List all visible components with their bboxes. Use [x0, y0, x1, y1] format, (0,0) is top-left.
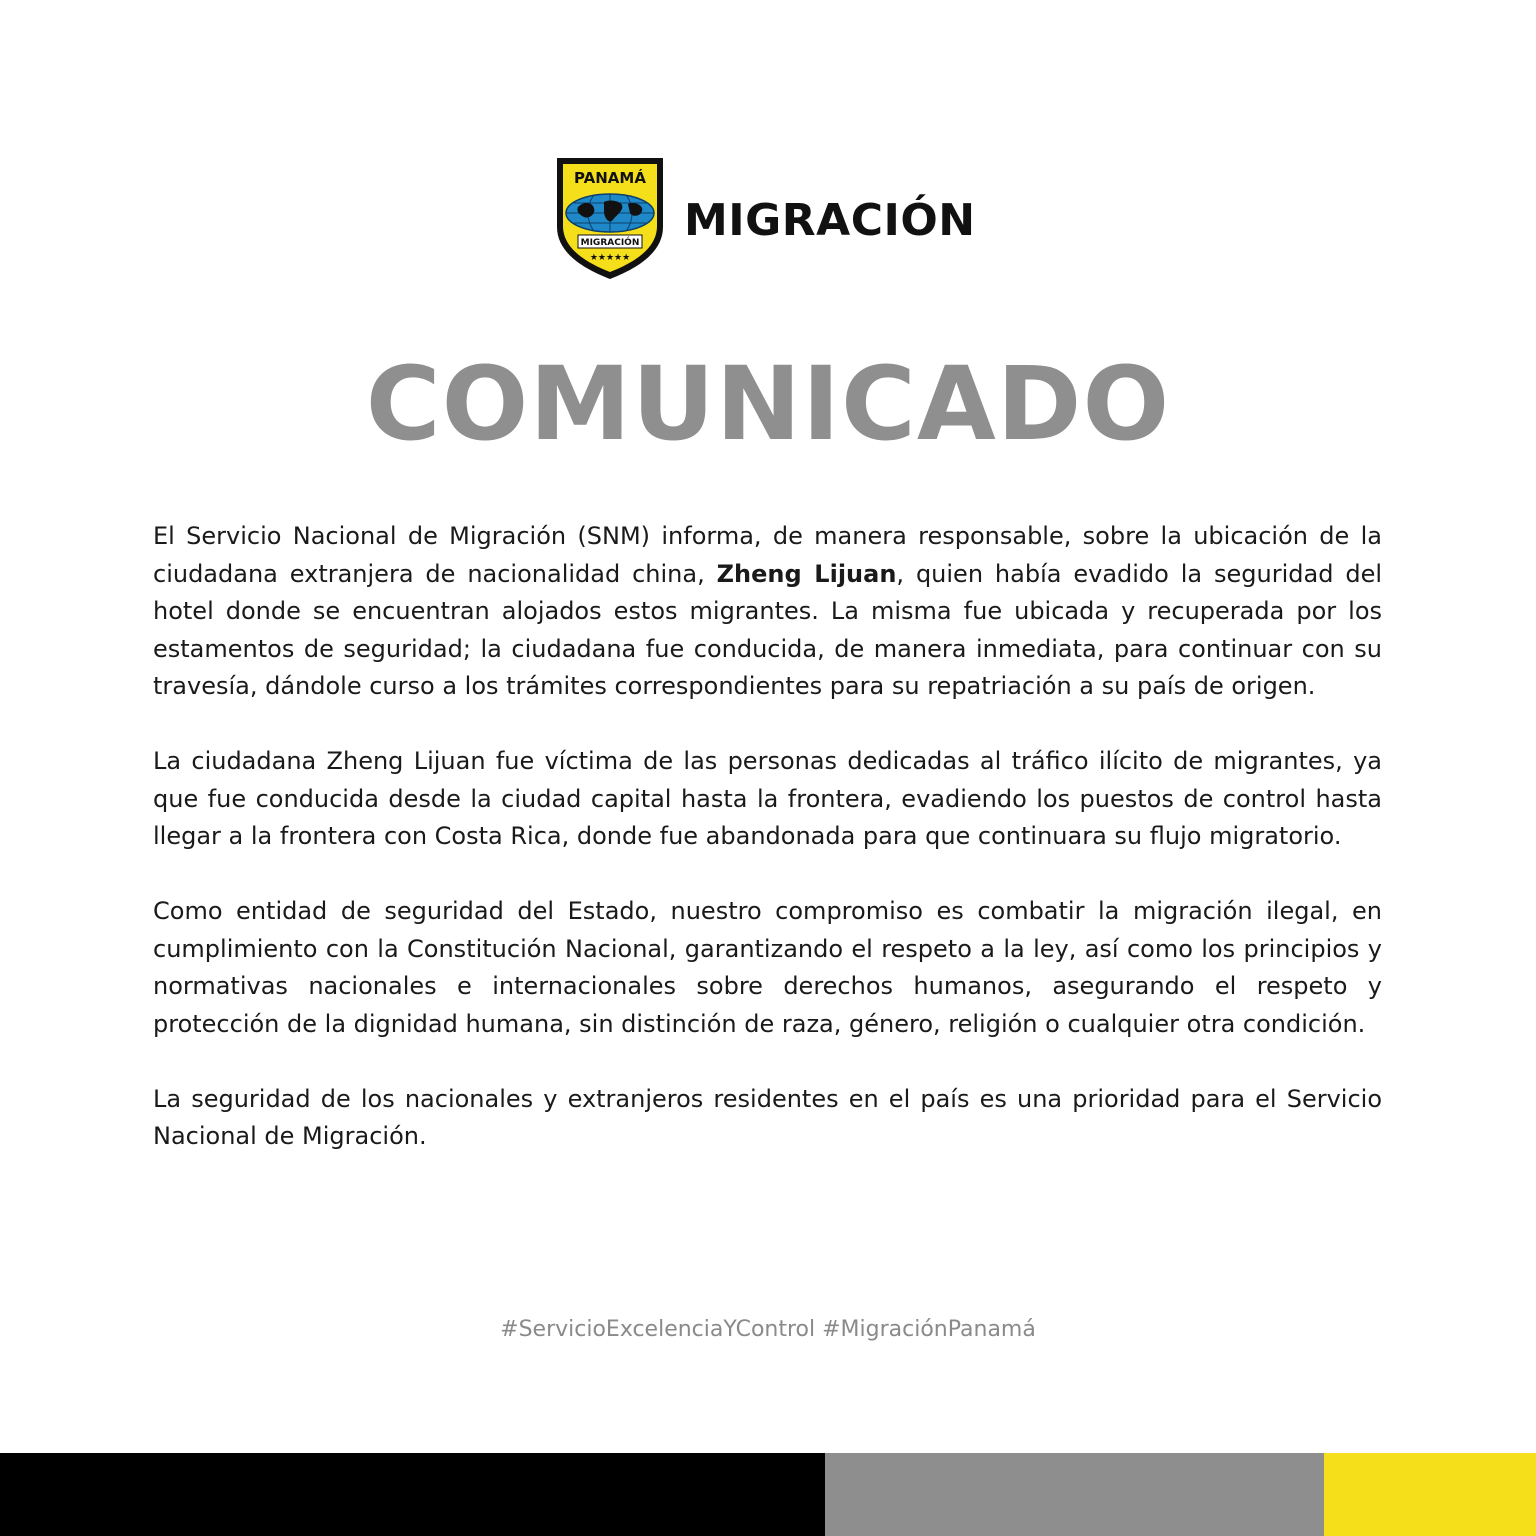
hashtags: #ServicioExcelenciaYControl #MigraciónPanamá	[500, 1317, 1036, 1342]
paragraph-1-intro: El Servicio Nacional de Migración (SNM) informa, de manera responsable, sobre la ubicación de la ciudadana extranjera de nacionalidad china,	[153, 522, 1382, 588]
communique-body	[153, 518, 1382, 1156]
footer-black-segment	[0, 1453, 825, 1536]
paragraph-1	[153, 518, 1382, 706]
footer-yellow-segment	[1324, 1453, 1536, 1536]
page-title: COMUNICADO	[365, 345, 1171, 464]
brand-name: MIGRACIÓN	[684, 195, 976, 246]
paragraph-4: La seguridad de los nacionales y extranjeros residentes en el país es una prioridad para el Servicio Nacional de Migración.	[153, 1084, 1382, 1150]
footer-color-bar	[0, 1453, 1536, 1536]
logo-top-text: PANAMÁ	[574, 169, 646, 187]
paragraph-1-rest: , quien había evadido la seguridad del hotel donde se encuentran alojados estos migrantes. La misma fue ubicada y recuperada por los estamentos de seguridad; la ciudadana fue conducida, de manera inmediata, para continuar con su travesía, dándole curso a los trámites correspondientes para su repatriación a su país de origen.	[153, 559, 1383, 700]
globe-icon	[566, 194, 654, 232]
footer-gray-segment	[825, 1453, 1324, 1536]
paragraph-2: La ciudadana Zheng Lijuan fue víctima de las personas dedicadas al tráfico ilícito de migrantes, ya que fue conducida desde la ciudad capital hasta la frontera, evadiendo los puestos de control hasta llegar a la frontera con Costa Rica, donde fue abandonada para que continuara su flujo migratorio.	[153, 747, 1382, 850]
logo-stars: ★★★★★	[589, 253, 631, 263]
migration-shield-logo	[554, 155, 666, 281]
header	[554, 155, 994, 283]
logo-bottom-text: MIGRACIÓN	[580, 238, 640, 248]
citizen-name: Zheng Lijuan	[716, 559, 897, 588]
paragraph-3: Como entidad de seguridad del Estado, nuestro compromiso es combatir la migración ilegal, en cumplimiento con la Constitución Nacional, garantizando el respeto a la ley, así como los principios y normativas nacionales e internacionales sobre derechos humanos, asegurando el respeto y protección de la dignidad humana, sin distinción de raza, género, religión o cualquier otra condición.	[153, 897, 1382, 1038]
